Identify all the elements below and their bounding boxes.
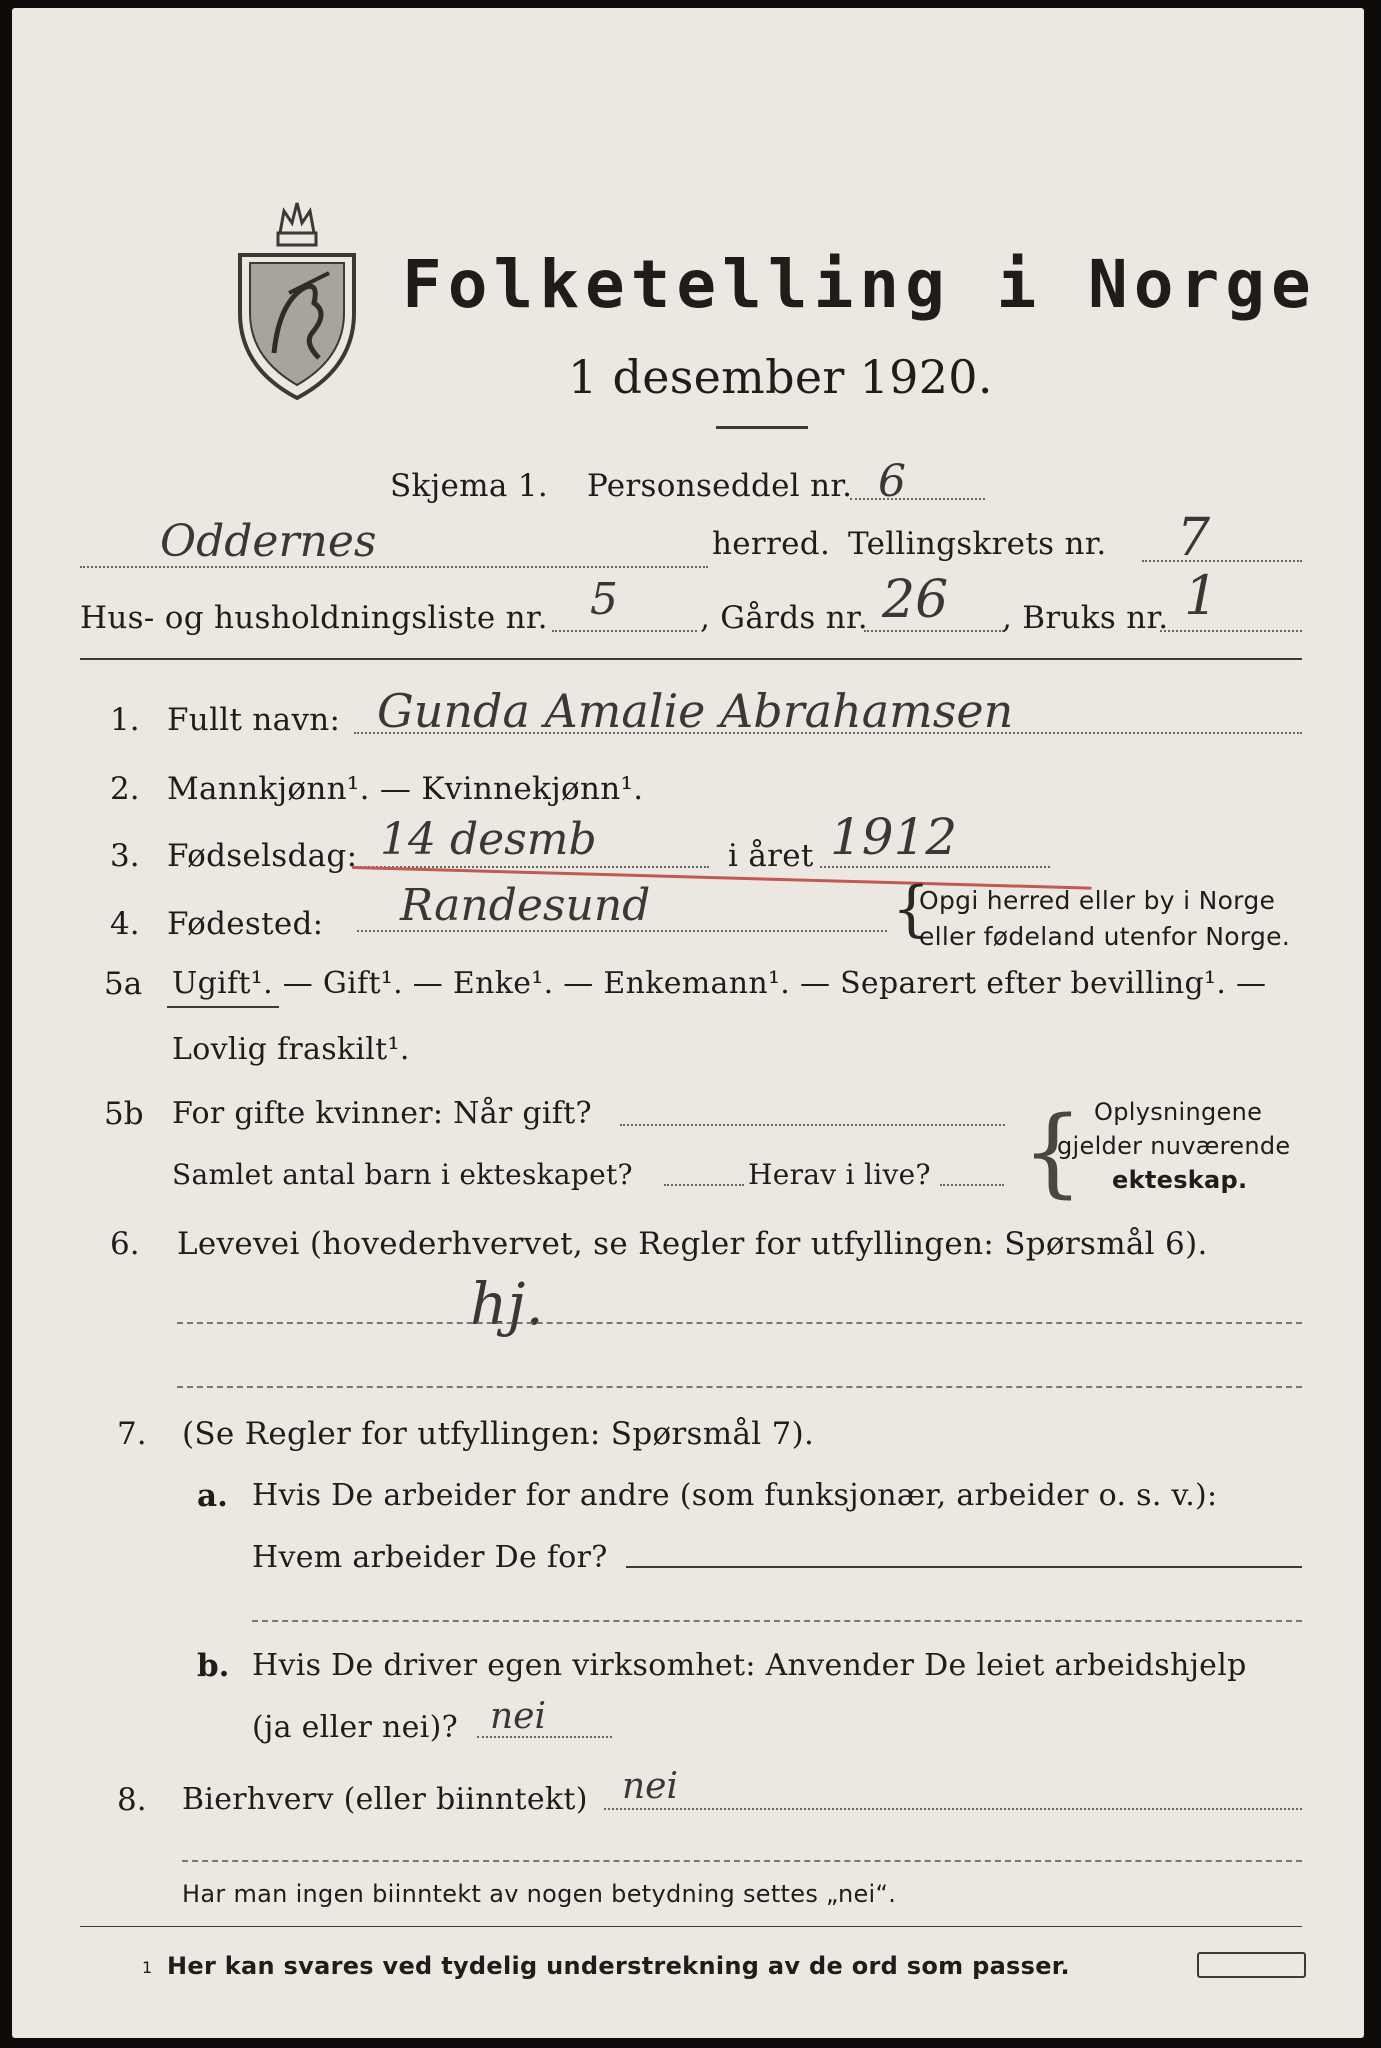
hus-field bbox=[552, 630, 697, 632]
q7a-text-2: Hvem arbeider De for? bbox=[252, 1540, 608, 1575]
q8-value: nei bbox=[622, 1766, 679, 1807]
gards-field bbox=[864, 630, 1004, 632]
q8-field-2 bbox=[182, 1860, 1302, 1862]
form-title: Folketelling i Norge bbox=[402, 246, 1317, 323]
bruks-label: , Bruks nr. bbox=[1002, 600, 1169, 636]
q7b-value: nei bbox=[490, 1696, 547, 1737]
q8-field bbox=[604, 1808, 1302, 1810]
form-date: 1 desember 1920. bbox=[568, 350, 993, 404]
herred-label: herred. bbox=[712, 526, 831, 562]
q5b-note-1: Oplysningene bbox=[1094, 1098, 1263, 1126]
q6-value: hj. bbox=[470, 1270, 544, 1338]
q8-label: Bierhverv (eller biinntekt) bbox=[182, 1782, 588, 1817]
q5b-note-2: gjelder nuværende bbox=[1057, 1132, 1291, 1160]
q6-label: Levevei (hovederhvervet, se Regler for utfyllingen: Spørsmål 6). bbox=[177, 1226, 1208, 1262]
q3-label: Fødselsdag: bbox=[167, 838, 358, 874]
q4-brace: { bbox=[892, 874, 931, 944]
q5b-brace: { bbox=[1022, 1096, 1084, 1208]
q7a-text: Hvis De arbeider for andre (som funksjonær, arbeider o. s. v.): bbox=[252, 1478, 1218, 1513]
q7-label: (Se Regler for utfyllingen: Spørsmål 7). bbox=[182, 1416, 815, 1452]
q7b-letter: b. bbox=[197, 1648, 230, 1684]
personseddel-value: 6 bbox=[878, 456, 906, 507]
q5b-number: 5b bbox=[104, 1096, 144, 1132]
q7a-field-2 bbox=[252, 1620, 1302, 1622]
q5a-label: Ugift¹. — Gift¹. — Enke¹. — Enkemann¹. — Separert efter bevilling¹. — bbox=[172, 966, 1267, 1001]
q3-year-value: 1912 bbox=[830, 808, 958, 866]
q7b-text: Hvis De driver egen virksomhet: Anvender De leiet arbeidshjelp bbox=[252, 1648, 1247, 1683]
ugift-underline bbox=[167, 1006, 279, 1008]
q5a-label-2: Lovlig fraskilt¹. bbox=[172, 1032, 410, 1067]
tellingskrets-label: Tellingskrets nr. bbox=[848, 526, 1107, 562]
q6-number: 6. bbox=[110, 1226, 140, 1262]
q5a-number: 5a bbox=[104, 966, 143, 1002]
title-rule bbox=[716, 426, 808, 429]
hus-label: Hus- og husholdningsliste nr. bbox=[80, 600, 548, 636]
q5b-label: For gifte kvinner: Når gift? bbox=[172, 1096, 592, 1131]
q4-label: Fødested: bbox=[167, 906, 324, 942]
census-form bbox=[12, 8, 1364, 2038]
coat-of-arms-icon bbox=[234, 193, 360, 403]
q6-field bbox=[177, 1322, 1302, 1324]
q4-number: 4. bbox=[110, 906, 140, 942]
footnote-mark: 1 bbox=[142, 1958, 153, 1977]
q4-note-1: Opgi herred eller by i Norge bbox=[919, 886, 1276, 915]
q5b-label-2: Samlet antal barn i ekteskapet? bbox=[172, 1158, 633, 1191]
herred-value: Oddernes bbox=[160, 516, 377, 567]
q8-number: 8. bbox=[117, 1782, 147, 1818]
header-rule bbox=[80, 658, 1302, 660]
q1-number: 1. bbox=[110, 702, 140, 738]
tellingskrets-field bbox=[1142, 560, 1302, 562]
q5b-children-field bbox=[664, 1184, 744, 1186]
q4-value: Randesund bbox=[400, 880, 651, 931]
q1-label: Fullt navn: bbox=[167, 702, 341, 738]
q3-year-field bbox=[820, 866, 1050, 868]
q2-label: Mannkjønn¹. — Kvinnekjønn¹. bbox=[167, 771, 644, 807]
q5b-label-3: Herav i live? bbox=[748, 1158, 931, 1191]
q5b-alive-field bbox=[940, 1184, 1004, 1186]
tellingskrets-value: 7 bbox=[1177, 508, 1211, 568]
q7a-letter: a. bbox=[197, 1478, 228, 1514]
q7-number: 7. bbox=[117, 1416, 147, 1452]
skjema-label: Skjema 1. bbox=[390, 468, 548, 504]
personseddel-label: Personseddel nr. bbox=[587, 468, 853, 504]
printer-stamp bbox=[1197, 1952, 1306, 1978]
gards-value: 26 bbox=[882, 570, 949, 630]
q3-year-label: i året bbox=[728, 838, 814, 874]
q5b-note-3: ekteskap. bbox=[1112, 1166, 1248, 1194]
footnote: Her kan svares ved tydelig understrekning av de ord som passer. bbox=[167, 1952, 1070, 1980]
q1-value: Gunda Amalie Abrahamsen bbox=[377, 684, 1014, 738]
personseddel-field bbox=[850, 498, 985, 500]
footer-rule bbox=[80, 1926, 1302, 1927]
q4-note-2: eller fødeland utenfor Norge. bbox=[919, 922, 1291, 951]
bruks-field bbox=[1160, 630, 1302, 632]
q6-field-2 bbox=[177, 1386, 1302, 1388]
q7b-text-2: (ja eller nei)? bbox=[252, 1710, 458, 1745]
q3-number: 3. bbox=[110, 838, 140, 874]
q2-number: 2. bbox=[110, 771, 140, 807]
hus-value: 5 bbox=[590, 574, 618, 625]
bruks-value: 1 bbox=[1184, 564, 1219, 627]
q3-value: 14 desmb bbox=[380, 814, 597, 865]
footer-note: Har man ingen biinntekt av nogen betydning settes „nei“. bbox=[182, 1880, 897, 1908]
q5b-when-field bbox=[620, 1124, 1005, 1126]
gards-label: , Gårds nr. bbox=[700, 600, 868, 636]
q7a-field bbox=[626, 1566, 1302, 1568]
